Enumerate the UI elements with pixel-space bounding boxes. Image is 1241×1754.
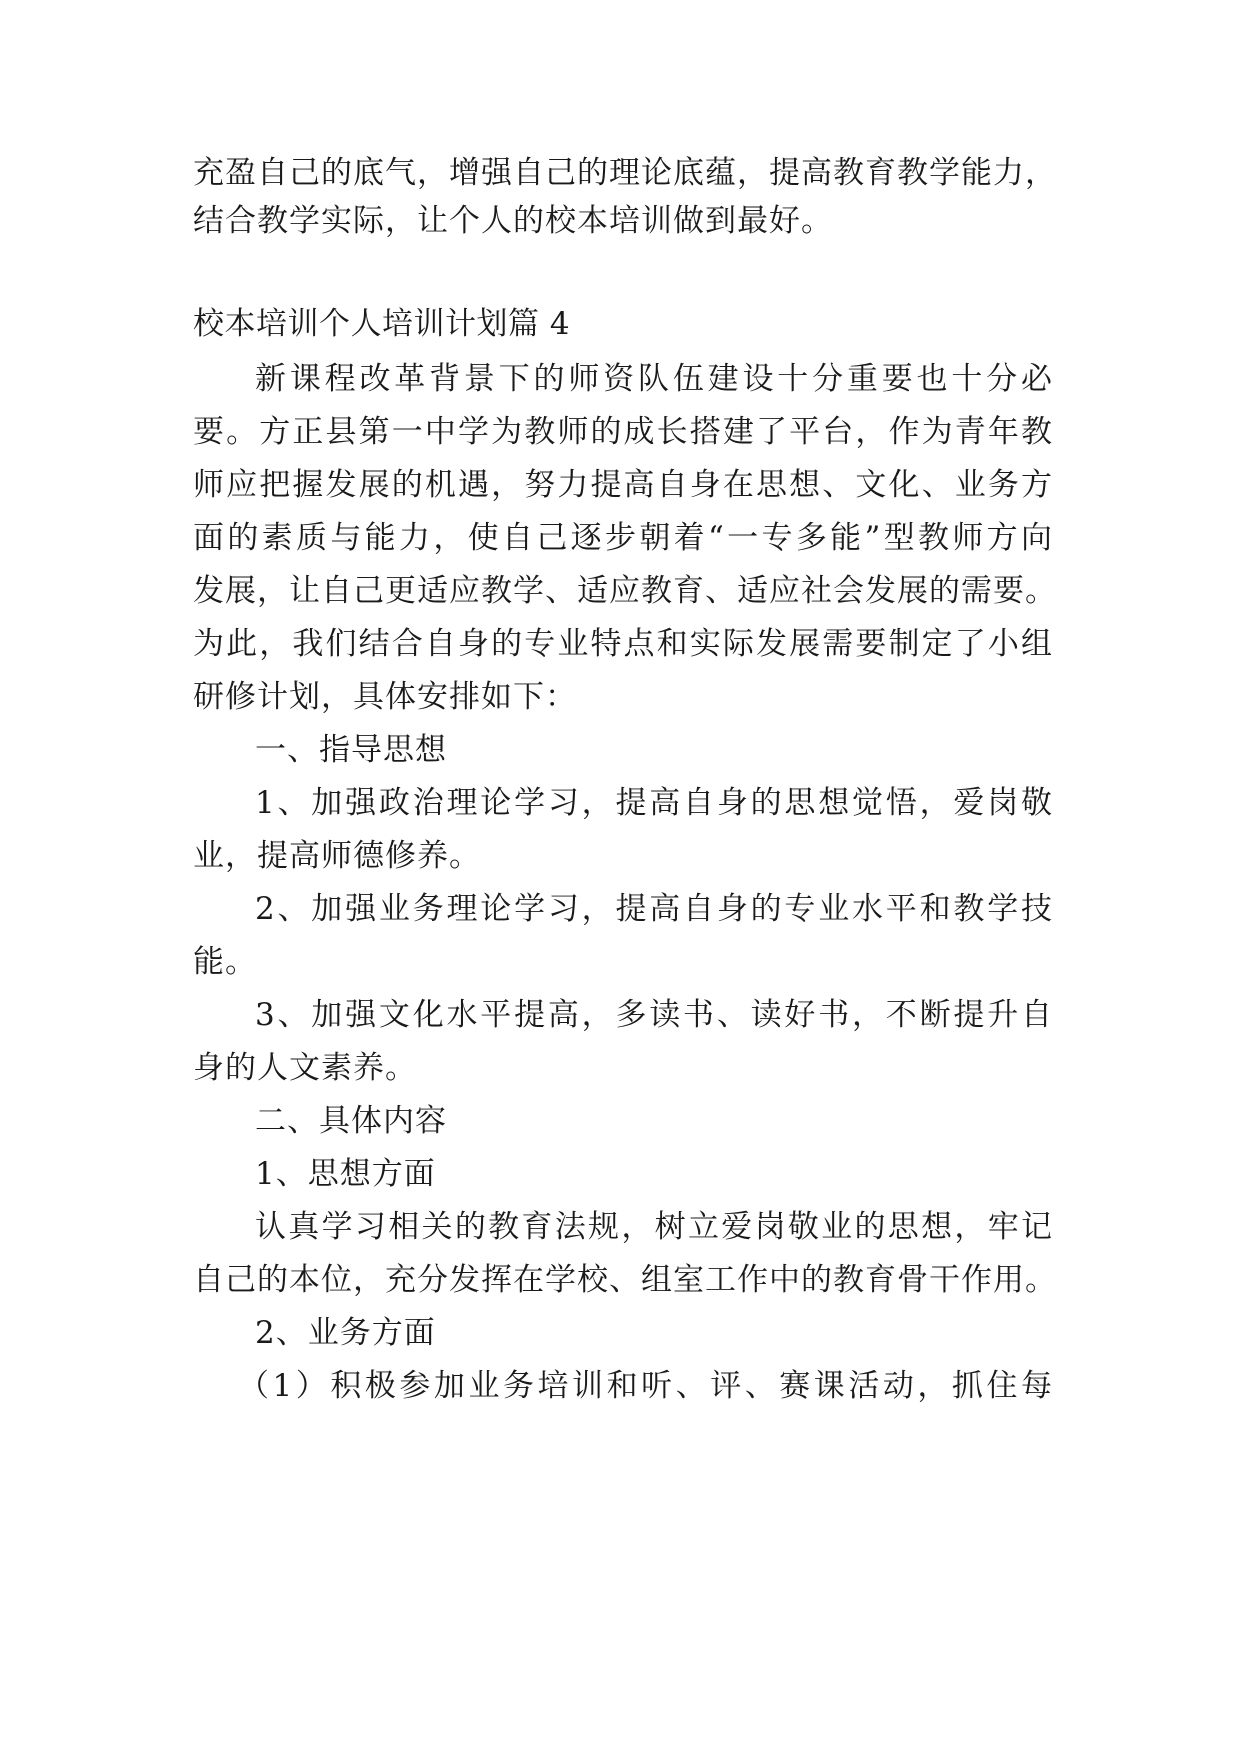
list-item-line: （1）积极参加业务培训和听、评、赛课活动，抓住每 [238,1368,1053,1404]
list-item-line: 1、加强政治理论学习，提高自身的思想觉悟，爱岗敬 [255,785,1053,821]
section-title: 校本培训个人培训计划篇 4 [193,306,571,342]
paragraph-line: 师应把握发展的机遇，努力提高自身在思想、文化、业务方 [193,467,1053,503]
list-item-line: 2、加强业务理论学习，提高自身的专业水平和教学技 [255,891,1053,927]
list-item-line: 3、加强文化水平提高，多读书、读好书，不断提升自 [255,997,1053,1033]
paragraph-line: 为此，我们结合自身的专业特点和实际发展需要制定了小组 [193,626,1053,662]
paragraph-line: 研修计划，具体安排如下： [193,679,577,715]
paragraph-line: 结合教学实际，让个人的校本培训做到最好。 [193,203,833,239]
list-item-line: 身的人文素养。 [193,1050,417,1086]
paragraph-line: 发展，让自己更适应教学、适应教育、适应社会发展的需要。 [193,573,1057,609]
heading-guiding-thought: 一、指导思想 [255,732,447,768]
paragraph-line: 新课程改革背景下的师资队伍建设十分重要也十分必 [255,361,1053,397]
paragraph-line: 面的素质与能力，使自己逐步朝着“一专多能”型教师方向 [193,520,1053,556]
paragraph-line: 要。方正县第一中学为教师的成长搭建了平台，作为青年教 [193,414,1053,450]
paragraph-line: 自己的本位，充分发挥在学校、组室工作中的教育骨干作用。 [193,1262,1057,1298]
list-item-line: 能。 [193,944,257,980]
subheading-business: 2、业务方面 [255,1315,436,1351]
paragraph-line: 充盈自己的底气，增强自己的理论底蕴，提高教育教学能力， [193,155,1057,191]
list-item-line: 业，提高师德修养。 [193,838,481,874]
paragraph-line: 认真学习相关的教育法规，树立爱岗敬业的思想，牢记 [255,1209,1053,1245]
heading-specific-content: 二、具体内容 [255,1103,447,1139]
subheading-thought: 1、思想方面 [255,1156,436,1192]
